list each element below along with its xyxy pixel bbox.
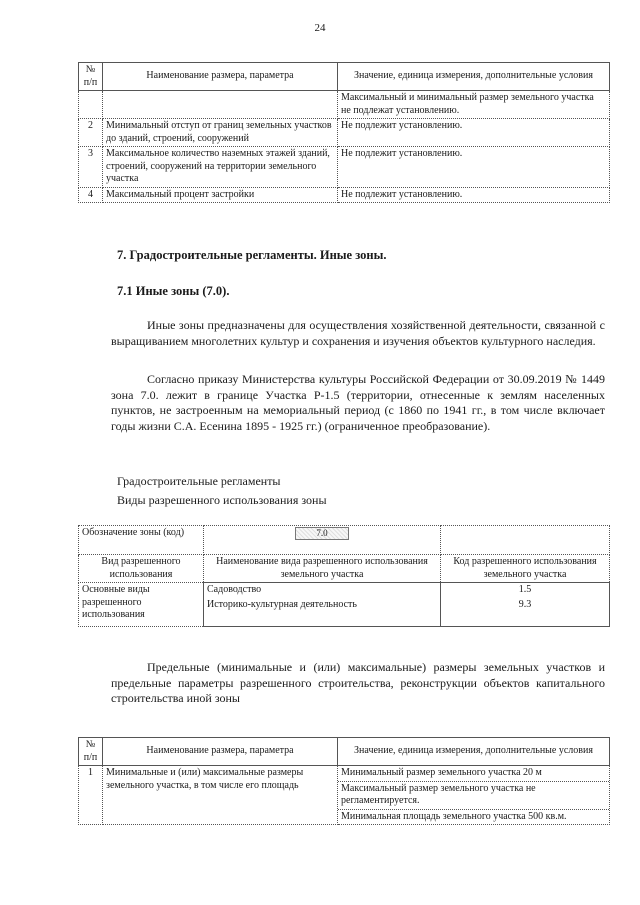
col-header-value: Значение, единица измерения, дополнительные условия [338,738,610,766]
paragraph-zone-purpose [111,318,605,349]
paragraph-text: Согласно приказу Министерства культуры Российской Федерации от 30.09.2019 № 1449 зона 7.0. лежит в границе Участка Р-1.5 (территории, отнесенные к землям населенных пунктов, не застроенным на мемориальный период (с 1860 по 1941 гг., в том числе включает годы жизни С.А. Есенина 1895 - 1925 гг.) (ограниченное преобразование). [111,372,605,433]
row-values [338,766,610,825]
table-header-row [79,63,610,91]
row-value: Не подлежит установлению. [338,147,610,188]
col-header-usage-type: Вид разрешенного использования [79,555,204,583]
zone-label: Обозначение зоны (код) [79,526,204,555]
limits-table [78,737,610,825]
table-row [79,187,610,203]
col-header-num: № п/п [79,63,103,91]
col-header-num: № п/п [79,738,103,766]
paragraph-text: Предельные (минимальные и (или) максимальные) размеры земельных участков и предельные параметры разрешенного строительства, реконструкции объектов капитального строительства иной зоны [111,660,605,705]
row-num [79,91,103,119]
label-usage-types: Виды разрешенного использования зоны [117,493,327,507]
row-name: Максимальный процент застройки [103,187,338,203]
row-name: Максимальное количество наземных этажей зданий, строений, сооружений на территории земельного участка [103,147,338,188]
table-row [79,147,610,188]
row-name: Минимальный отступ от границ земельных участков до зданий, строений, сооружений [103,119,338,147]
col-header-name: Наименование размера, параметра [103,738,338,766]
col-header-usage-name: Наименование вида разрешенного использования земельного участка [204,555,441,583]
paragraph-text: Иные зоны предназначены для осуществления хозяйственной деятельности, связанной с выращиванием многолетних культур и сохранения и изучения объектов культурного наследия. [111,318,605,348]
col-header-name: Наименование размера, параметра [103,63,338,91]
usage-name: Историко-культурная деятельность [204,598,441,627]
label-regulations: Градостроительные регламенты [117,474,281,488]
col-header-value: Значение, единица измерения, дополнительные условия [338,63,610,91]
paragraph-order [111,372,605,434]
usage-name: Садоводство [204,583,441,598]
row-name: Минимальные и (или) максимальные размеры земельного участка, в том числе его площадь [103,766,338,825]
value-line: Максимальный размер земельного участка не регламентируется. [338,782,609,810]
table-row [79,766,610,825]
row-name [103,91,338,119]
row-value: Не подлежит установлению. [338,187,610,203]
value-line: Минимальная площадь земельного участка 500 кв.м. [341,810,567,822]
row-num: 3 [79,147,103,188]
table-row [79,91,610,119]
page-number: 24 [314,22,326,34]
parameters-table-continued [78,62,610,203]
table-row [79,526,610,555]
zone-code: 7.0 [295,527,349,540]
empty-cell [441,526,610,555]
zone-code-cell [204,526,441,555]
usage-code: 1.5 [441,583,610,598]
table-row [79,119,610,147]
table-header-row [79,555,610,583]
subsection-heading: 7.1 Иные зоны (7.0). [117,284,230,298]
usage-code: 9.3 [441,598,610,627]
row-num: 1 [79,766,103,825]
row-num: 4 [79,187,103,203]
usage-types-table [78,525,610,627]
table-header-row [79,738,610,766]
section-heading: 7. Градостроительные регламенты. Иные зоны. [117,248,387,262]
row-num: 2 [79,119,103,147]
row-value: Максимальный и минимальный размер земельного участка не подлежат установлению. [338,91,610,119]
usage-group: Основные виды разрешенного использования [79,583,204,627]
paragraph-limits [111,660,605,707]
col-header-usage-code: Код разрешенного использования земельного участка [441,555,610,583]
value-line: Минимальный размер земельного участка 20 м [338,766,609,782]
table-row [79,583,610,598]
row-value: Не подлежит установлению. [338,119,610,147]
